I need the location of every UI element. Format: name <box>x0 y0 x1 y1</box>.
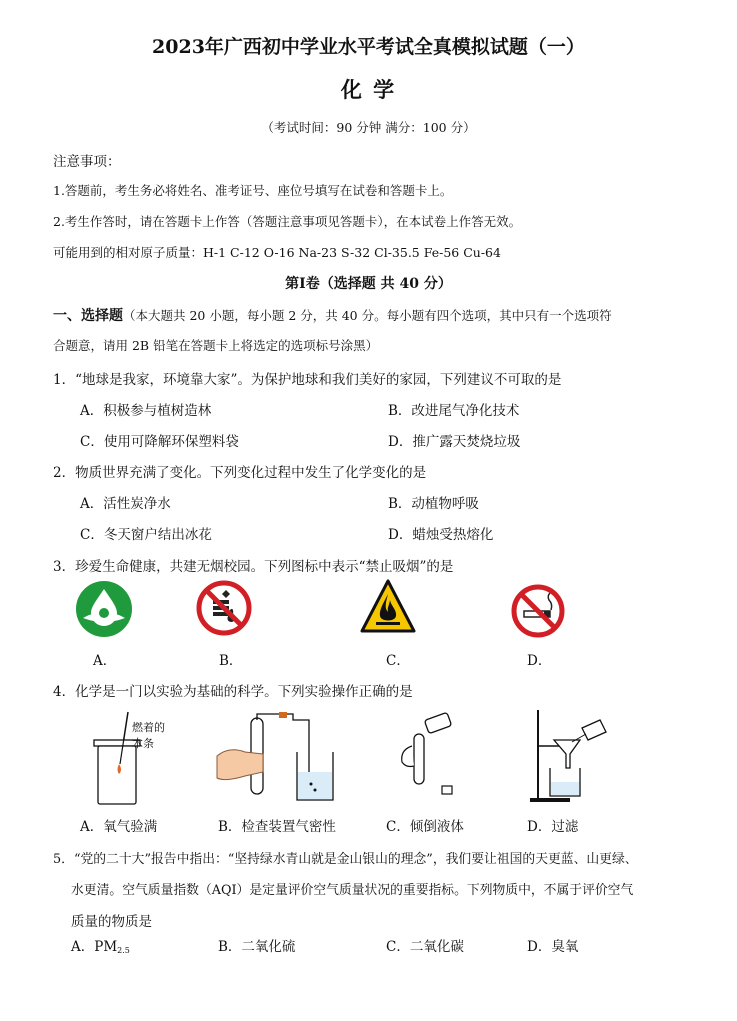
flammable-warning-icon <box>360 578 416 640</box>
notes-header: 注意事项： <box>53 154 121 170</box>
note-1: 1.答题前，考生务必将姓名、准考证号、座位号填写在试卷和答题卡上。 <box>53 183 453 198</box>
subject-title: 化 学 <box>340 77 397 102</box>
note-2: 2.考生作答时，请在答题卡上作答（答题注意事项见答题卡），在本试卷上作答无效。 <box>53 214 522 229</box>
question-3-stem: 3．珍爱生命健康，共建无烟校园。下列图标中表示“禁止吸烟”的是 <box>53 559 454 575</box>
q2-option-b: B．动植物呼吸 <box>388 496 479 512</box>
q3-option-a: A． <box>93 653 117 669</box>
no-burning-icon <box>196 580 252 640</box>
question-2-stem: 2．物质世界充满了变化。下列变化过程中发生了化学变化的是 <box>53 465 427 481</box>
q1-option-a: A．积极参与植树造林 <box>80 403 212 419</box>
no-smoking-icon <box>511 584 565 642</box>
question-4-stem: 4．化学是一门以实验为基础的科学。下列实验操作正确的是 <box>53 684 413 700</box>
q4-option-c: C．倾倒液体 <box>386 819 464 835</box>
q1-option-b: B．改进尾气净化技术 <box>388 403 520 419</box>
part1-heading: 一、选择题 <box>53 308 123 324</box>
q5-option-c: C．二氧化碳 <box>386 939 464 955</box>
q2-option-d: D．蜡烛受热熔化 <box>388 527 494 543</box>
q5-option-d: D．臭氧 <box>527 939 579 955</box>
filtration-figure <box>526 706 636 810</box>
figure-label-splint: 木条 <box>132 737 154 750</box>
part1-instructions: （本大题共 20 小题，每小题 2 分，共 40 分。每小题有四个选项，其中只有一个选项符 <box>123 308 612 323</box>
exam-title: 2023年广西初中学业水平考试全真模拟试题（一） <box>152 36 585 58</box>
q1-option-c: C．使用可降解环保塑料袋 <box>80 434 239 450</box>
part1-instructions-cont: 合题意，请用 2B 铅笔在答题卡上将选定的选项标号涂黑） <box>53 338 379 353</box>
pouring-liquid-figure <box>392 712 472 808</box>
q2-option-a: A．活性炭净水 <box>80 496 171 512</box>
question-1-stem: 1．“地球是我家，环境靠大家”。为保护地球和我们美好的家园，下列建议不可取的是 <box>53 372 562 388</box>
q3-option-d: D． <box>527 653 552 669</box>
q5-option-a-label: A．PM <box>71 939 118 955</box>
question-5-stem-line3: 质量的物质是 <box>71 914 152 930</box>
q4-option-d: D．过滤 <box>527 819 579 835</box>
q2-option-c: C．冬天窗户结出冰花 <box>80 527 212 543</box>
q5-option-a <box>71 935 130 955</box>
figure-label-burning: 燃着的 <box>132 721 165 734</box>
question-5-stem-line1: 5．“党的二十大”报告中指出：“坚持绿水青山就是金山银山的理念”，我们要让祖国的天更蓝、山更绿、 <box>53 852 638 867</box>
section-title: 第Ⅰ卷（选择题 共 40 分） <box>285 276 452 292</box>
q3-option-b: B． <box>219 653 243 669</box>
q4-option-b: B．检查装置气密性 <box>218 819 336 835</box>
part1-heading-line <box>53 305 612 325</box>
airtightness-check-figure <box>215 712 340 808</box>
exam-info: （考试时间：90 分钟 满分：100 分） <box>261 120 476 135</box>
q4-option-a: A．氧气验满 <box>80 819 158 835</box>
q1-option-d: D．推广露天焚烧垃圾 <box>388 434 521 450</box>
q3-option-c: C． <box>386 653 410 669</box>
question-5-stem-line2: 水更清。空气质量指数（AQI）是定量评价空气质量状况的重要指标。下列物质中，不属于评价空气 <box>71 883 634 898</box>
pm-subscript: 2.5 <box>117 946 130 955</box>
q5-option-b: B．二氧化硫 <box>218 939 296 955</box>
atomic-masses: 可能用到的相对原子质量：H-1 C-12 O-16 Na-23 S-32 Cl-35.5 Fe-56 Cu-64 <box>53 245 501 260</box>
water-saving-icon <box>75 580 133 642</box>
